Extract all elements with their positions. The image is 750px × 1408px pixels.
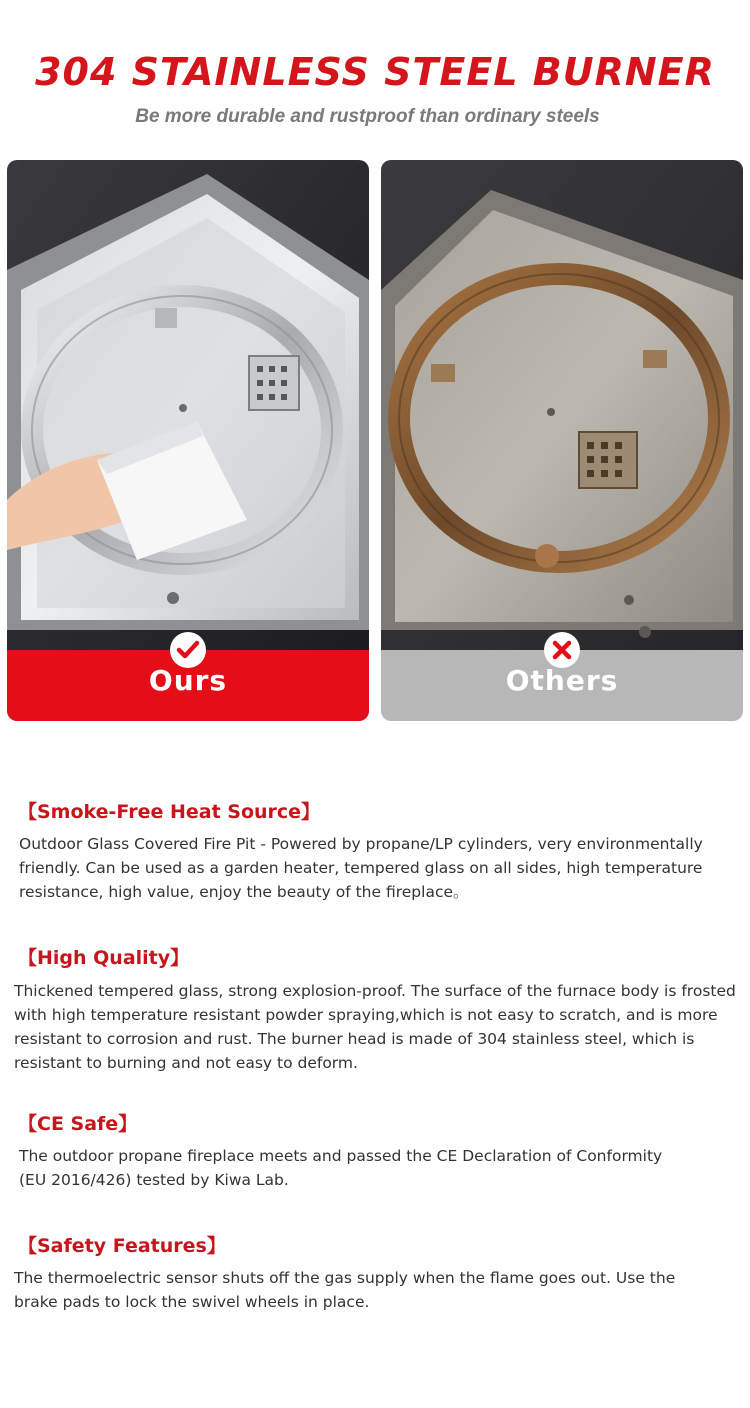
section-body-ce-safe xyxy=(19,1144,737,1192)
text-line: with high temperature resistant powder spraying,which is not easy to scratch, and is more xyxy=(14,1006,718,1024)
cross-badge xyxy=(544,632,580,668)
page-title: 304 STAINLESS STEEL BURNER xyxy=(35,50,715,94)
text-line: Thickened tempered glass, strong explosion-proof. The surface of the furnace body is frosted xyxy=(14,982,736,1000)
section-heading-smoke-free: 【Smoke-Free Heat Source】 xyxy=(18,801,321,823)
text-line: resistant to corrosion and rust. The burner head is made of 304 stainless steel, which is xyxy=(14,1030,695,1048)
section-heading-ce-safe: 【CE Safe】 xyxy=(18,1113,138,1135)
section-heading-safety-features: 【Safety Features】 xyxy=(18,1235,226,1257)
text-line: resistant to burning and not easy to deform. xyxy=(14,1054,358,1072)
section-heading-high-quality: 【High Quality】 xyxy=(18,947,190,969)
stainless-burner-photo xyxy=(7,160,369,650)
section-body-high-quality xyxy=(14,979,736,1075)
check-badge xyxy=(170,632,206,668)
check-icon xyxy=(170,632,206,668)
text-line: The thermoelectric sensor shuts off the gas supply when the flame goes out. Use the xyxy=(14,1269,676,1287)
text-line: resistance, high value, enjoy the beauty of the fireplace。 xyxy=(19,883,469,901)
comparison-panel-others xyxy=(381,160,743,721)
cross-icon xyxy=(544,632,580,668)
text-line: (EU 2016/426) tested by Kiwa Lab. xyxy=(19,1171,289,1189)
section-body-safety-features xyxy=(14,1266,732,1314)
rusty-burner-photo xyxy=(381,160,743,650)
page-subtitle: Be more durable and rustproof than ordinary steels xyxy=(135,106,600,127)
ours-label: Ours xyxy=(148,664,228,697)
others-label: Others xyxy=(505,664,619,697)
text-line: friendly. Can be used as a garden heater, tempered glass on all sides, high temperature xyxy=(19,859,703,877)
text-line: brake pads to lock the swivel wheels in place. xyxy=(14,1293,370,1311)
section-body-smoke-free xyxy=(19,832,737,904)
comparison-panel-ours xyxy=(7,160,369,721)
text-line: The outdoor propane fireplace meets and passed the CE Declaration of Conformity xyxy=(19,1147,663,1165)
text-line: Outdoor Glass Covered Fire Pit - Powered by propane/LP cylinders, very environmentally xyxy=(19,835,703,853)
